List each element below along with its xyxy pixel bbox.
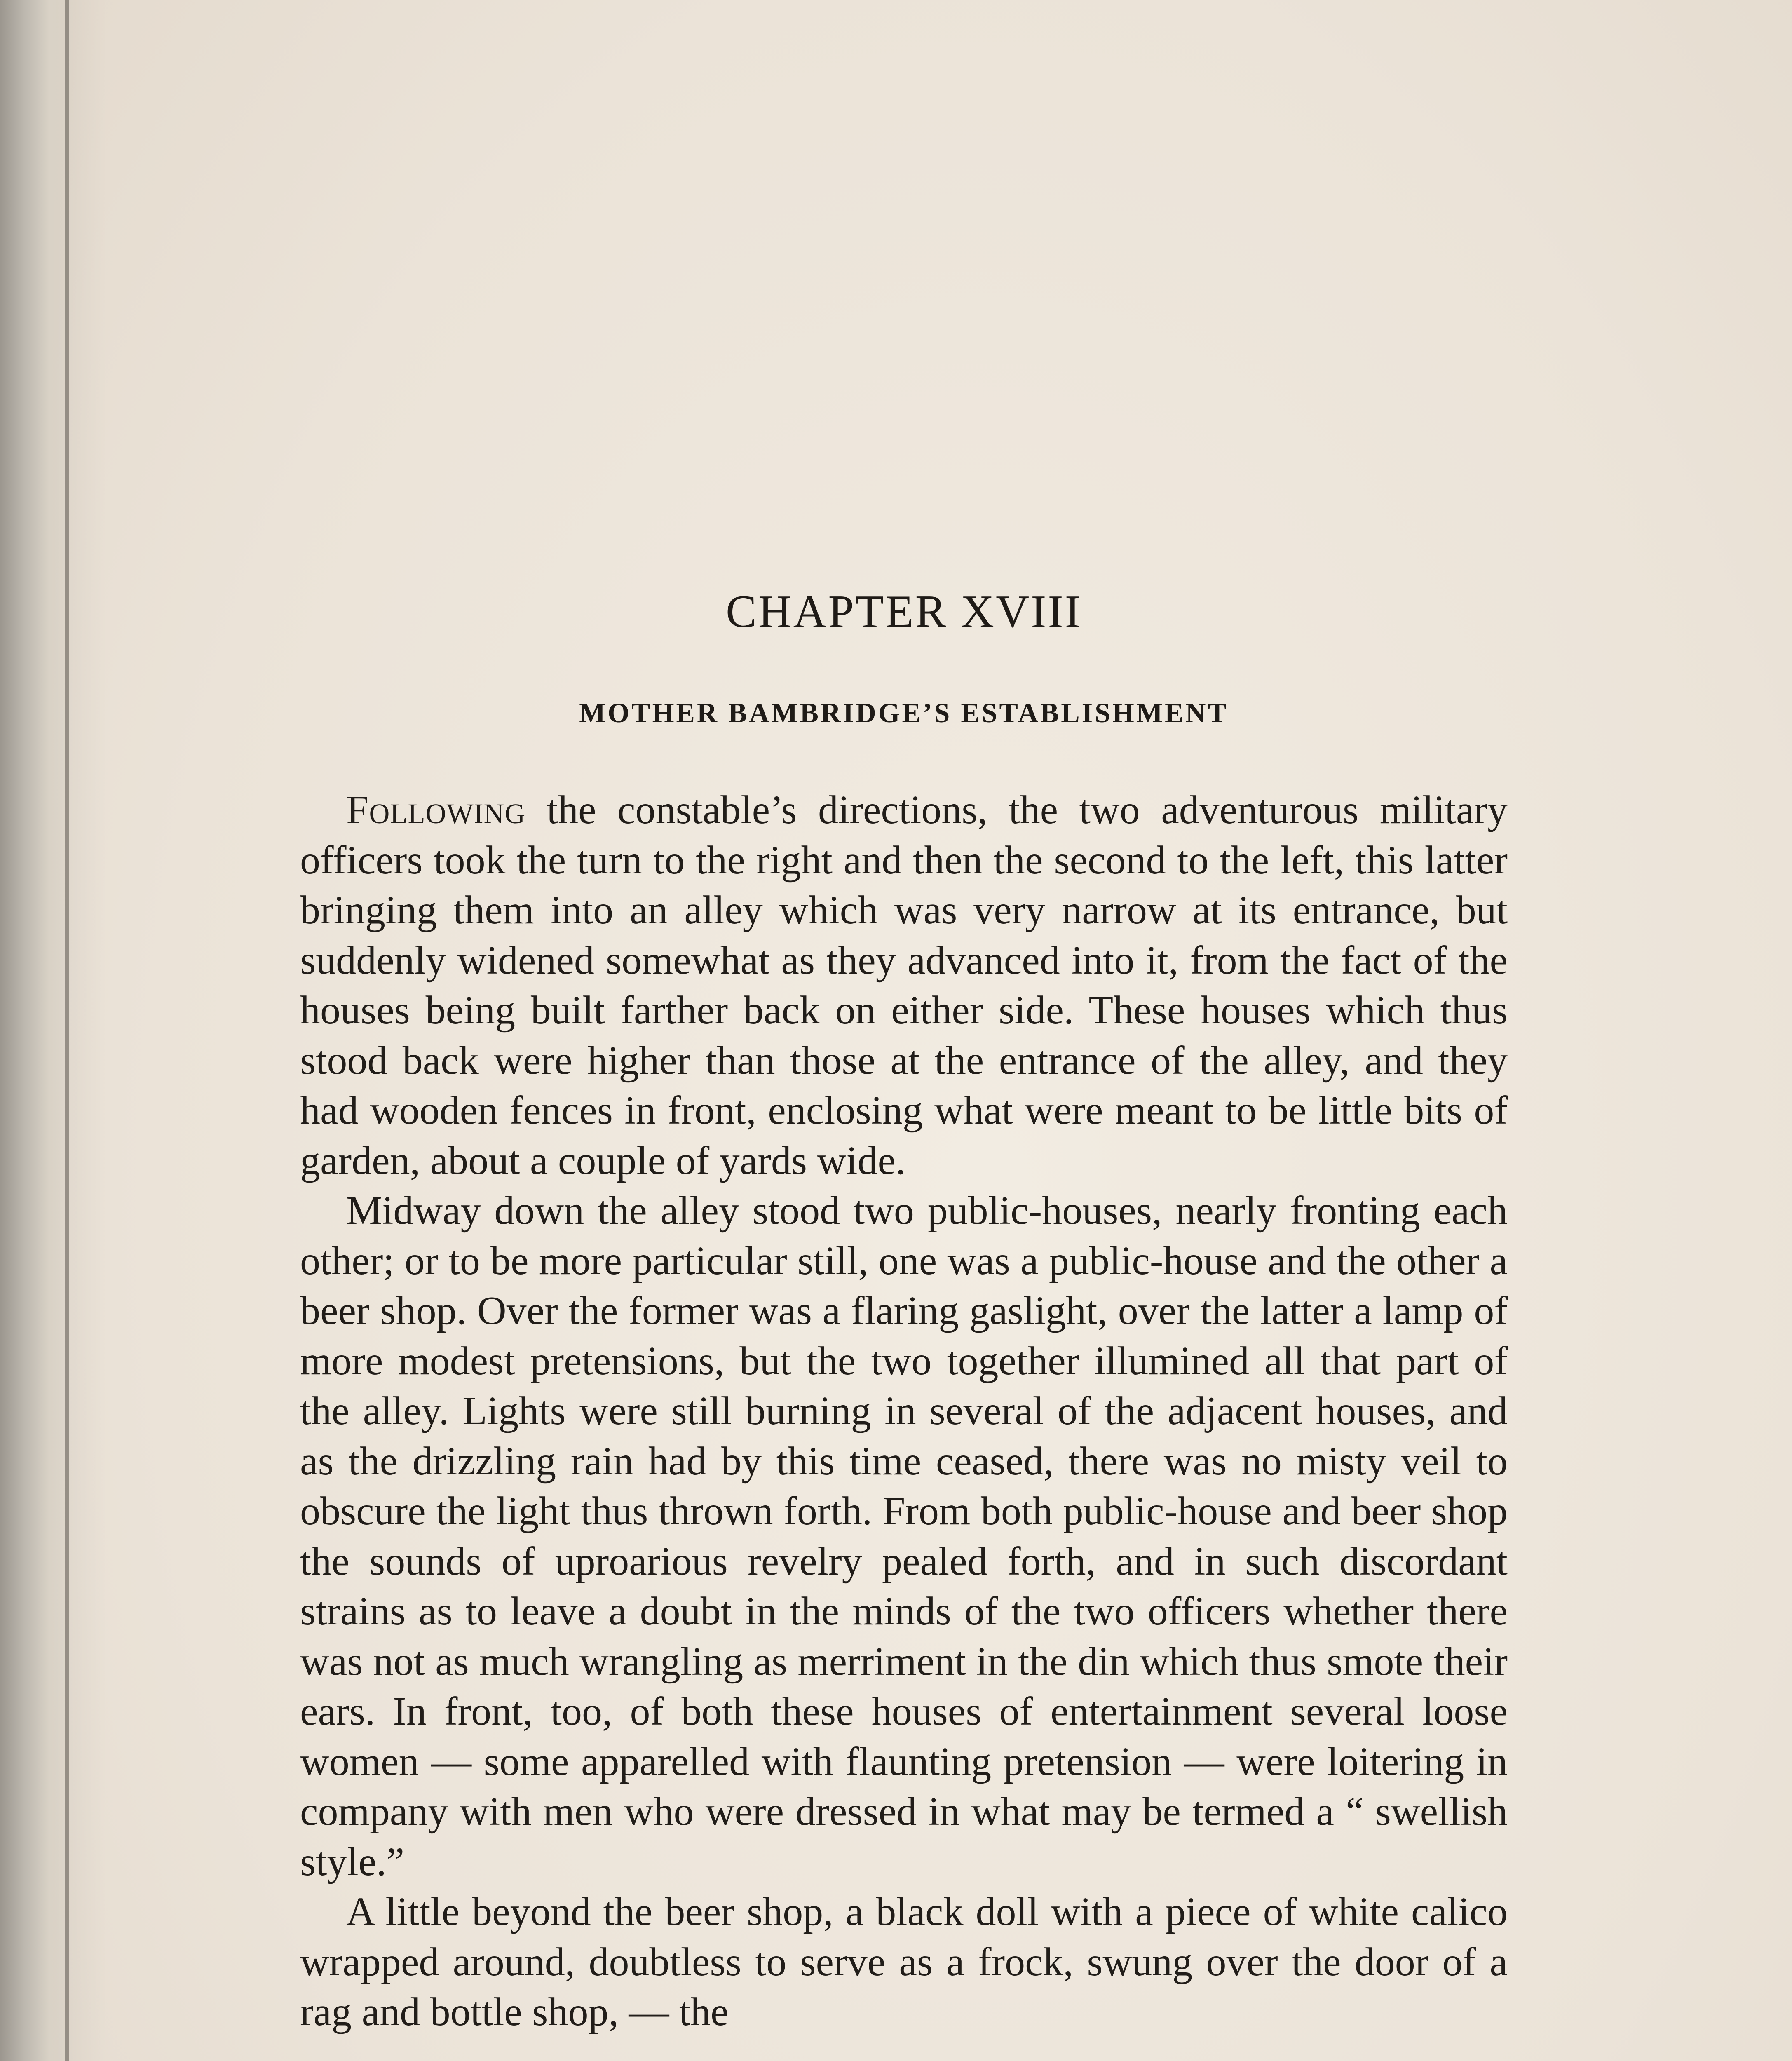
- paragraph-2: [300, 1186, 1508, 1887]
- chapter-title: CHAPTER XVIII: [726, 586, 1082, 637]
- paragraph-text: Midway down the alley stood two public-houses, nearly fronting each other; or to be more particular still, one was a public-house and the other a beer shop. Over the former was a flaring gaslight, over the latter a lamp of more modest pretensions, but the two together illumined all that part of the alley. Lights were still burning in several of the adjacent houses, and as the drizzling rain had by this time ceased, there was no misty veil to obscure the light thus thrown forth. From both public-house and beer shop the sounds of uproarious revelry pealed forth, and in such discordant strains as to leave a doubt in the minds of the two officers whether there was not as much wrangling as merriment in the din which thus smote their ears. In front, too, of both these houses of entertainment several loose women — some apparelled with flaunting pretension — were loitering in company with men who were dressed in what may be termed a “ swellish style.”: [300, 1188, 1508, 1884]
- chapter-body: [300, 785, 1508, 2038]
- paragraph-lead: Following: [346, 788, 526, 832]
- chapter-subtitle: MOTHER BAMBRIDGE’S ESTABLISHMENT: [579, 697, 1229, 728]
- binding-line: [65, 0, 69, 2061]
- paragraph-text: the constable’s directions, the two adventurous military officers took the turn to the right and then the second to the left, this latter bringing them into an alley which was very narrow at its entrance, but suddenly widened somewhat as they advanced into it, from the fact of the houses being built farther back on either side. These houses which thus stood back were higher than those at the entrance of the alley, and they had wooden fences in front, enclosing what were meant to be little bits of garden, about a couple of yards wide.: [300, 788, 1508, 1183]
- paragraph-1: [300, 785, 1508, 1186]
- paragraph-text: A little beyond the beer shop, a black doll with a piece of white calico wrapped around, doubtless to serve as a frock, swung over the door of a rag and bottle shop, — the: [300, 1890, 1508, 2034]
- paragraph-3: [300, 1887, 1508, 2038]
- binding-edge: [0, 0, 70, 2061]
